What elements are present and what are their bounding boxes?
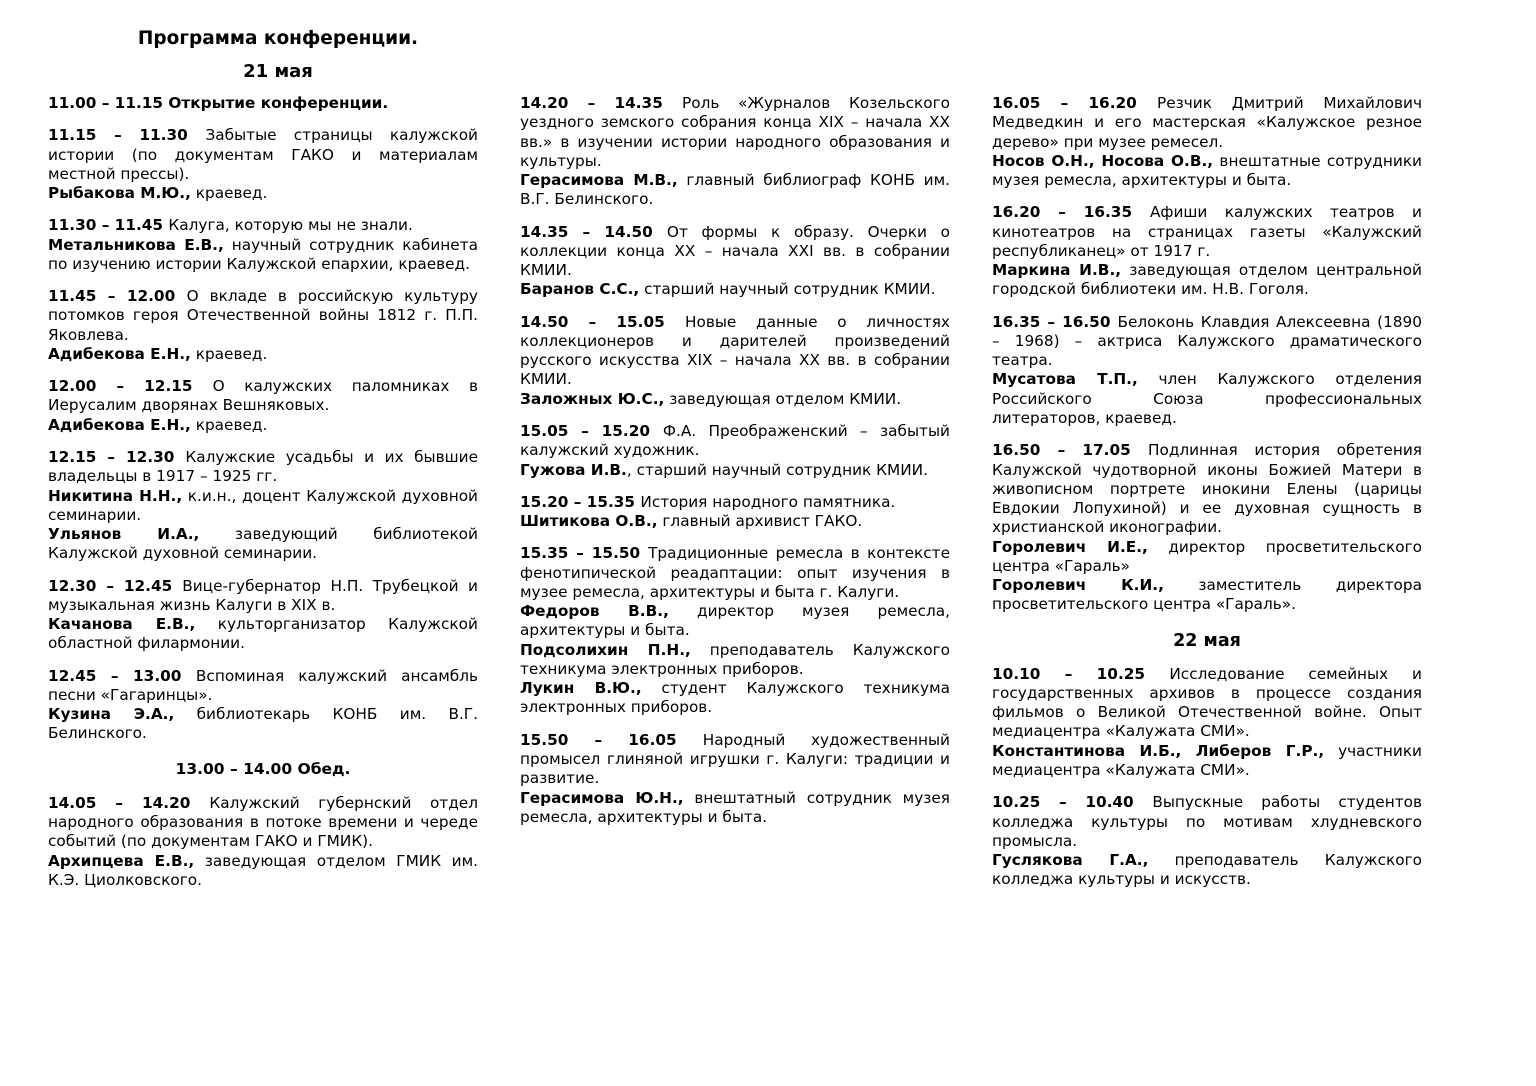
- speaker-name: Герасимова Ю.Н.,: [520, 788, 684, 807]
- program-entry: [48, 667, 478, 744]
- speaker-role: студент Калужского техникума электронных приборов.: [520, 679, 950, 717]
- speaker-name: Мусатова Т.П.,: [992, 370, 1138, 389]
- speaker-role: старший научный сотрудник КМИИ.: [639, 280, 936, 299]
- entry-title: Афиши калужских театров и кинотеатров на страницах газеты «Калужский республиканец» от 1917 г.: [992, 203, 1422, 260]
- entry-title-line: [520, 731, 950, 789]
- entry-title-line: [520, 223, 950, 281]
- speaker-name: Баранов С.С.,: [520, 280, 640, 299]
- entry-speaker: [48, 416, 478, 435]
- entry-time: 16.20 – 16.35: [992, 203, 1150, 222]
- column-one: [48, 94, 478, 903]
- entry-time: 15.05 – 15.20: [520, 421, 663, 440]
- entry-speaker: [520, 789, 950, 828]
- entry-title-line: [48, 667, 478, 706]
- entry-time: 12.30 – 12.45: [48, 576, 183, 595]
- speaker-role: внештатный сотрудник музея ремесла, архитектуры и быта.: [520, 788, 950, 826]
- entry-speaker: [48, 487, 478, 526]
- entry-title-line: [992, 94, 1422, 152]
- entry-title-line: [520, 94, 950, 171]
- program-entry: [48, 94, 478, 113]
- speaker-role: краевед.: [190, 184, 268, 203]
- lunch-break: 13.00 – 14.00 Обед.: [175, 759, 351, 778]
- entry-title: Исследование семейных и государственных архивов в процессе создания фильмов о Великой Отечественной войне. Опыт медиацентра «Калужата СМИ».: [992, 664, 1422, 741]
- entry-title-line: [992, 441, 1422, 537]
- entry-title: Калужский губернский отдел народного образования в потоке времени и череде событий (по документам ГАКО и ГМИК).: [48, 793, 478, 851]
- speaker-role: заведующий библиотекой Калужской духовной семинарии.: [48, 525, 478, 563]
- speaker-role: участники медиацентра «Калужата СМИ».: [992, 741, 1422, 779]
- entry-speaker: [992, 538, 1422, 577]
- entry-title-line: [520, 422, 950, 461]
- speaker-name: Горолевич И.Е.,: [992, 537, 1148, 556]
- program-entry: [48, 287, 478, 364]
- entry-speaker: [520, 280, 950, 299]
- entry-title-line: [48, 287, 478, 345]
- speaker-role: преподаватель Калужского техникума электронных приборов.: [520, 640, 950, 678]
- speaker-role: заведующая отделом КМИИ.: [664, 389, 902, 408]
- entry-time: 11.15 – 11.30: [48, 126, 206, 145]
- entry-title: Забытые страницы калужской истории (по документам ГАКО и материалам местной прессы).: [48, 126, 479, 183]
- entry-time: 14.05 – 14.20: [48, 793, 210, 812]
- program-entry: [520, 731, 950, 827]
- speaker-name: Адибекова Е.Н.,: [48, 415, 191, 434]
- entry-title-line: [48, 377, 478, 416]
- entry-title: Народный художественный промысел глиняной игрушки г. Калуги: традиции и развитие.: [520, 730, 950, 788]
- program-entry: [48, 377, 478, 435]
- entry-time: 10.10 – 10.25: [992, 664, 1170, 683]
- speaker-role: краевед.: [190, 344, 268, 363]
- speaker-name: Горолевич К.И.,: [992, 576, 1164, 595]
- entry-title: Новые данные о личностях коллекционеров и дарителей произведений русского искусства XIX – начала XX вв. в собрании КМИИ.: [520, 312, 950, 389]
- entry-time: 16.50 – 17.05: [992, 441, 1148, 460]
- speaker-name: Федоров В.В.,: [520, 602, 669, 621]
- column-three-day-two-entries: [992, 665, 1422, 890]
- entry-time: 14.20 – 14.35: [520, 94, 683, 112]
- entry-speaker: [992, 370, 1422, 428]
- entry-title-line: [992, 203, 1422, 261]
- entry-speaker: [520, 641, 950, 680]
- entry-time: 11.30 – 11.45: [48, 216, 169, 235]
- speaker-name: Заложных Ю.С.,: [520, 389, 665, 408]
- day-two-heading: 22 мая: [1173, 630, 1241, 651]
- entry-speaker: [520, 461, 950, 480]
- program-entry: [48, 794, 478, 890]
- speaker-name: Герасимова М.В.,: [520, 171, 678, 190]
- entry-title: Открытие конференции.: [168, 94, 389, 112]
- day-one-heading: 21 мая: [243, 61, 313, 82]
- entry-title: От формы к образу. Очерки о коллекции конца XX – начала XXI вв. в собрании КМИИ.: [520, 222, 950, 280]
- entry-title-line: [992, 665, 1422, 742]
- speaker-role: библиотекарь КОНБ им. В.Г. Белинского.: [48, 705, 478, 743]
- entry-speaker: [48, 184, 478, 203]
- speaker-name: Носов О.Н., Носова О.В.,: [992, 151, 1214, 170]
- speaker-name: Адибекова Е.Н.,: [48, 344, 191, 363]
- entry-title: О калужских паломниках в Иерусалим дворянах Вешняковых.: [48, 377, 478, 415]
- entry-title-line: [992, 313, 1422, 371]
- entry-title: Калуга, которую мы не знали.: [168, 216, 413, 235]
- entry-title: История народного памятника.: [640, 492, 896, 511]
- entry-time: 12.15 – 12.30: [48, 447, 186, 466]
- entry-title: Подлинная история обретения Калужской чудотворной иконы Божией Матери в живописном портрете инокини Елены (царицы Евдокии Лопухиной) и ее духовная сущность в христианской иконографии.: [992, 441, 1422, 537]
- column-one-entries: [48, 94, 478, 890]
- speaker-role: внештатные сотрудники музея ремесла, архитектуры и быта.: [992, 151, 1422, 190]
- entry-time: 11.45 – 12.00: [48, 287, 187, 306]
- entry-time: 15.20 – 15.35: [520, 492, 641, 511]
- entry-title: Резчик Дмитрий Михайлович Медведкин и его мастерская «Калужское резное дерево» при музее ремесел.: [992, 94, 1422, 151]
- entry-title-line: [48, 794, 478, 852]
- program-entry: [992, 665, 1422, 781]
- entry-speaker: [48, 705, 478, 744]
- program-entry: [992, 313, 1422, 429]
- entry-title-line: [48, 577, 478, 616]
- entry-title-line: [48, 94, 478, 113]
- program-columns: [48, 94, 1488, 903]
- program-entry: [992, 94, 1422, 190]
- entry-time: 11.00 – 11.15: [48, 94, 169, 112]
- speaker-name: Рыбакова М.Ю.,: [48, 184, 191, 203]
- entry-title-line: [520, 493, 950, 512]
- entry-speaker: [520, 171, 950, 210]
- speaker-name: Метальникова Е.В.,: [48, 235, 224, 254]
- speaker-role: , старший научный сотрудник КМИИ.: [626, 460, 928, 479]
- entry-title-line: [48, 448, 478, 487]
- speaker-name: Никитина Н.Н.,: [48, 486, 183, 505]
- speaker-role: заведующая отделом центральной городской библиотеки им. Н.В. Гоголя.: [992, 261, 1422, 299]
- entry-title: Вице-губернатор Н.П. Трубецкой и музыкальная жизнь Калуги в XIX в.: [48, 576, 478, 614]
- entry-speaker: [992, 576, 1422, 615]
- entry-title: Выпускные работы студентов колледжа культуры по мотивам хлудневского промысла.: [992, 793, 1422, 850]
- entry-time: 16.05 – 16.20: [992, 94, 1157, 112]
- speaker-role: краевед.: [190, 415, 268, 434]
- entry-time: 12.00 – 12.15: [48, 377, 213, 396]
- speaker-role: член Калужского отделения Российского Союза профессиональных литераторов, краевед.: [992, 370, 1422, 427]
- entry-speaker: [992, 851, 1422, 890]
- speaker-role: директор музея ремесла, архитектуры и быта.: [520, 602, 951, 640]
- speaker-name: Архипцева Е.В.,: [48, 851, 195, 870]
- entry-title: Традиционные ремесла в контексте фенотипической реадаптации: опыт изучения в музее ремесла, архитектуры и быта г. Калуги.: [520, 544, 950, 601]
- entry-speaker: [48, 852, 478, 891]
- speaker-role: заведующая отделом ГМИК им. К.Э. Циолковского.: [48, 851, 479, 889]
- entry-speaker: [48, 345, 478, 364]
- speaker-role: к.и.н., доцент Калужской духовной семинарии.: [48, 486, 478, 524]
- speaker-role: преподаватель Калужского колледжа культуры и искусств.: [992, 851, 1422, 889]
- speaker-name: Кузина Э.А.,: [48, 705, 175, 724]
- speaker-name: Маркина И.В.,: [992, 261, 1122, 280]
- program-entry: [48, 126, 478, 203]
- speaker-name: Константинова И.Б., Либеров Г.Р.,: [992, 741, 1325, 760]
- entry-time: 15.50 – 16.05: [520, 730, 703, 749]
- entry-speaker: [992, 261, 1422, 300]
- speaker-name: Шитикова О.В.,: [520, 512, 658, 531]
- entry-time: 16.35 – 16.50: [992, 312, 1118, 331]
- speaker-name: Ульянов И.А.,: [48, 525, 200, 544]
- program-entry: [520, 94, 950, 210]
- program-entry: [520, 313, 950, 409]
- entry-speaker: [48, 615, 478, 654]
- program-entry: [992, 203, 1422, 299]
- speaker-role: главный библиограф КОНБ им. В.Г. Белинского.: [520, 171, 950, 209]
- program-entry: [520, 544, 950, 717]
- entry-title: О вкладе в российскую культуру потомков героя Отечественной войны 1812 г. П.П. Яковлева.: [48, 287, 478, 344]
- program-entry: [48, 216, 478, 274]
- entry-time: 14.50 – 15.05: [520, 312, 685, 331]
- speaker-role: культорганизатор Калужской областной филармонии.: [48, 615, 478, 653]
- entry-time: 15.35 – 15.50: [520, 544, 649, 563]
- entry-speaker: [992, 742, 1422, 781]
- page-title: Программа конференции.: [137, 28, 419, 49]
- entry-speaker: [48, 236, 478, 275]
- entry-time: 10.25 – 10.40: [992, 793, 1153, 812]
- program-entry: [520, 223, 950, 300]
- entry-title-line: [520, 544, 950, 602]
- entry-title: Вспоминая калужский ансамбль песни «Гагаринцы».: [48, 666, 478, 704]
- column-three: [992, 94, 1422, 903]
- entry-title-line: [520, 313, 950, 390]
- speaker-name: Подсолихин П.Н.,: [520, 640, 691, 659]
- program-entry: [520, 422, 950, 480]
- speaker-name: Гужова И.В.: [520, 460, 627, 479]
- column-two-entries: [520, 94, 950, 827]
- speaker-role: директор просветительского центра «Гараль»: [992, 537, 1422, 575]
- entry-speaker: [520, 679, 950, 718]
- speaker-role: научный сотрудник кабинета по изучению истории Калужской епархии, краевед.: [48, 235, 478, 273]
- program-entry: [992, 793, 1422, 889]
- entry-time: 12.45 – 13.00: [48, 666, 196, 685]
- entry-title: Ф.А. Преображенский – забытый калужский художник.: [520, 421, 950, 460]
- entry-title: Калужские усадьбы и их бывшие владельцы в 1917 – 1925 гг.: [48, 447, 478, 486]
- entry-speaker: [520, 390, 950, 409]
- program-entry: [520, 493, 950, 532]
- entry-time: 14.35 – 14.50: [520, 222, 667, 241]
- program-entry: [48, 577, 478, 654]
- entry-speaker: [992, 152, 1422, 191]
- column-three-entries: [992, 94, 1422, 615]
- column-two: [520, 94, 950, 840]
- program-entry: [992, 441, 1422, 614]
- entry-title-line: [48, 216, 478, 235]
- entry-title: Белоконь Клавдия Алексеевна (1890 – 1968) – актриса Калужского драматического театра.: [992, 312, 1422, 370]
- entry-speaker: [520, 602, 950, 641]
- entry-title-line: [48, 126, 478, 184]
- speaker-role: заместитель директора просветительского центра «Гараль».: [992, 576, 1422, 614]
- speaker-name: Качанова Е.В.,: [48, 615, 196, 634]
- speaker-role: главный архивист ГАКО.: [657, 512, 863, 531]
- entry-title: Роль «Журналов Козельского уездного земского собрания конца XIX – начала XX вв.» в изучении истории народного образования и культуры.: [520, 94, 950, 170]
- program-entry: [48, 448, 478, 564]
- speaker-name: Лукин В.Ю.,: [520, 679, 642, 698]
- speaker-name: Гуслякова Г.А.,: [992, 851, 1149, 870]
- entry-title-line: [992, 793, 1422, 851]
- entry-speaker: [48, 525, 478, 564]
- entry-speaker: [520, 512, 950, 531]
